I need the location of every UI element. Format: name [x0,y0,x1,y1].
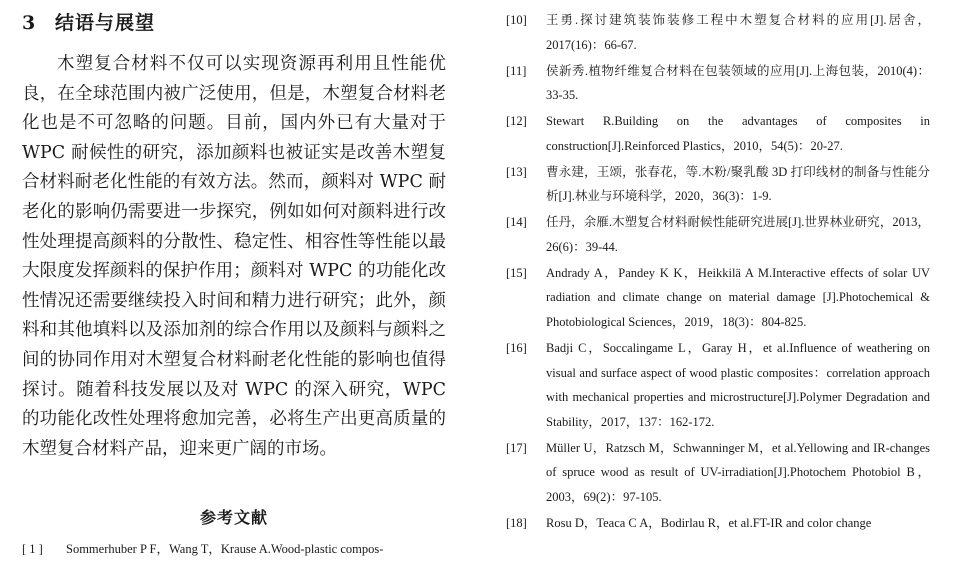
right-column [506,8,930,537]
references-title: 参考文献 [199,508,268,527]
reference-item [506,109,930,158]
reference-number: [11] [506,63,527,78]
reference-text: 王勇.探讨建筑装饰装修工程中木塑复合材料的应用[J].居舍，2017(16)：66-67. [546,13,930,52]
reference-number: [17] [506,440,527,455]
reference-number: [12] [506,114,527,129]
reference-item [506,511,930,536]
reference-text: Stewart R.Building on the advantages of composites in construction[J].Reinforced Plastics，2010，54(5)：20-27. [546,114,930,153]
reference-text: 侯新秀.植物纤维复合材料在包装领域的应用[J].上海包装，2010(4)：33-35. [546,63,930,103]
reference-number: [14] [506,215,527,230]
reference-text: Badji C，Soccalingame L，Garay H，et al.Influence of weathering on visual and surface aspect of wood plastic composites：correlation approach with mechanical properties and microstructure[J].Polymer Degradation and Stability，2017，137：162-172. [546,341,930,429]
reference-item [22,537,446,561]
reference-number: [18] [506,516,527,530]
reference-text: Rosu D，Teaca C A，Bodirlau R，et al.FT-IR and color change [546,516,872,530]
reference-text: Sommerhuber P F，Wang T，Krause A.Wood-plastic compos- [66,542,384,556]
reference-text: 任丹，余雁.木塑复合材料耐候性能研究进展[J].世界林业研究，2013，26(6)：39-44. [546,215,930,254]
conclusion-paragraph: 木塑复合材料不仅可以实现资源再利用且性能优良，在全球范围内被广泛使用，但是，木塑复合材料老化也是不可忽略的问题。目前，国内外已有大量对于 WPC 耐候性的研究，添加颜料也被证实是改善木塑复合材料耐老化性能的有效方法。然而，颜料对 WPC 耐老化的影响仍需要进一步探究，例如如何对颜料进行改性处理提高颜料的分散性、稳定性、相容性等性能以最大限度发挥颜料的保护作用；颜料对 WPC 的功能化改性情况还需要继续投入时间和精力进行研究；此外，颜料和其他填料以及添加剂的综合作用以及颜料与颜料之间的协同作用对木塑复合材料耐老化性能的影响也值得探讨。随着科技发展以及对 WPC 的深入研究，WPC 的功能化改性处理将愈加完善，必将生产出更高质量的木塑复合材料产品，迎来更广阔的市场。 [22,54,446,459]
references-list-right [506,8,930,536]
reference-text: Müller U，Ratzsch M，Schwanninger M，et al.Yellowing and IR-changes of spruce wood as result of UV-irradiation[J].Photochem Photobiol B，2003，69(2)：97-105. [546,440,930,505]
section-title: 结语与展望 [55,12,156,34]
reference-item [506,336,930,434]
section-heading [22,8,446,38]
reference-text: Andrady A，Pandey K K，Heikkilä A M.Interactive effects of solar UV radiation and climate change on material damage [J].Photochemical & Photobiological Sciences，2019，18(3)：804-825. [546,265,930,330]
reference-item [506,160,930,209]
reference-item [506,261,930,335]
reference-number: [13] [506,164,527,179]
reference-item [506,436,930,510]
section-number: 3 [22,12,36,34]
reference-number: [10] [506,13,527,27]
reference-number: [ 1 ] [22,542,43,556]
references-list-left [22,537,446,562]
reference-text: 曹永建，王颂，张春花，等.木粉/聚乳酸 3D 打印线材的制备与性能分析[J].林业与环境科学，2020，36(3)：1-9. [546,164,930,204]
reference-number: [16] [506,341,527,356]
left-column [22,8,446,556]
reference-number: [15] [506,265,527,280]
reference-item [506,8,930,57]
reference-item [506,210,930,259]
reference-item [506,59,930,108]
